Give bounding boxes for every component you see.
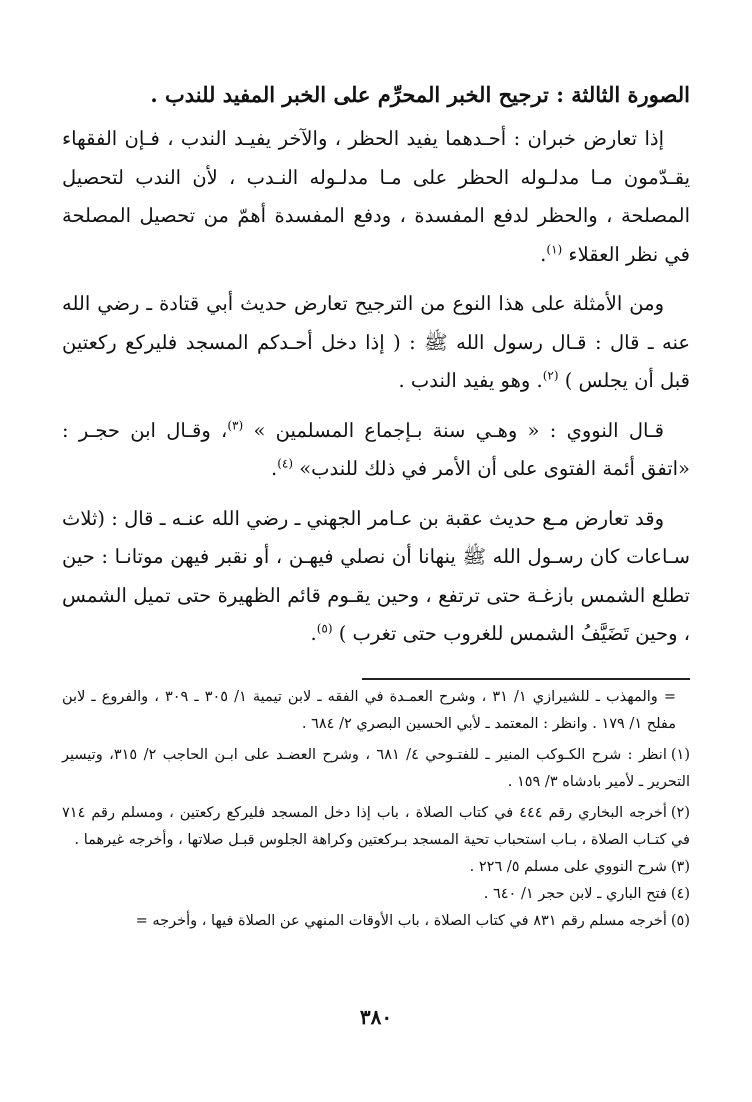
paragraph-tail: ، وقـال ابن حجـر : «اتفق أئمة الفتوى على أن الأمر في ذلك للندب» [62,418,690,480]
paragraph-3 [62,412,690,489]
footnote-text: انظر : شرح الكـوكب المنير ـ للفتـوحي ٤/ ٦٨١ ، وشرح العضـد على ابـن الحاجب ٢/ ٣١٥، وتيسير التحرير ـ لأمير بادشاه ٣/ ١٥٩ . [62,747,690,790]
footnote-number: (٥) [670,913,690,929]
paragraph-tail: . [540,242,547,266]
footnote-number: (٢) [670,805,691,821]
paragraph-text: وقد تعارض مـع حديث عقبة بن عـامر الجهني ـ رضي الله عنـه ـ قال : (ثلاث سـاعات كان رسـول الله ﷺ ينهانا أن نصلي فيهـن ، أو نقبر فيهن موتانـا : حين تطلع الشمس بازغـة حتى ترتفع ، وحين يقـوم قائم الظهيرة حتى تميل الشمس ، وحين تَضَيَّفُ الشمس للغروب حتى تغرب ) [62,506,690,645]
paragraph-tail: . وهو يفيد الندب . [398,369,543,392]
footnote-1 [62,742,690,796]
paragraph-text: ومن الأمثلة على هذا النوع من الترجيح تعارض حديث أبي قتادة ـ رضي الله عنه ـ قال : قـال رسول الله ﷺ : ( إذا دخل أحـدكم المسجد فليركع ركعتين قبل أن يجلس ) [62,292,690,392]
footnote-text: فتح الباري ـ لابن حجر ١/ ٦٤٠ . [483,886,667,902]
paragraph-tail: . [310,622,317,645]
paragraph-2 [62,285,690,401]
footnote-4 [62,881,690,908]
footnote-text: شرح النووي على مسلم ٥/ ٢٢٦ . [469,859,667,875]
footnote-text: أخرجه مسلم رقم ٨٣١ في كتاب الصلاة ، باب الأوقات المنهي عن الصلاة فيها ، وأخرجه = [135,913,667,929]
paragraph-tail: . [270,457,278,480]
footnote-3 [62,854,690,881]
paragraph-4 [62,500,690,654]
paragraph-text: إذا تعارض خبران : أحـدهما يفيد الحظر ، والآخر يفيـد الندب ، فـإن الفقهاء يقـدّمون مـا مدلـوله الحظر على مـا مدلـوله النـدب ، لأن الندب لتحصيل المصلحة ، والحظر لدفع المفسدة ، ودفع المفسدة أهمّ من تحصيل المصلحة في نظر العقلاء [62,127,690,266]
footnotes [62,684,690,935]
footnote-divider [362,678,690,680]
main-text [62,78,690,665]
page-number: ٣٨٠ [359,1005,393,1029]
footnote-2 [62,800,690,854]
footnote-text: = والمهذب ـ للشيرازي ١/ ٣١ ، وشرح العمـدة في الفقه ـ لابن تيمية ١/ ٣٠٥ ـ ٣٠٩ ، والفروع ـ لابن مفلح ١/ ١٧٩ . وانظر : المعتمد ـ لأبي الحسين البصري ٢/ ٦٨٤ . [62,689,676,732]
footnote-ref: (٤) [277,456,294,471]
section-heading: الصورة الثالثة : ترجيح الخبر المحرِّم على الخبر المفيد للندب . [150,82,690,107]
footnote-continued [62,684,690,738]
footnote-number: (١) [670,747,690,763]
paragraph-1 [62,120,690,274]
footnote-ref: (٥) [316,621,333,636]
footnote-ref: (١) [546,242,563,256]
footnote-number: (٤) [670,886,690,902]
footnote-number: (٣) [670,859,690,875]
footnote-text: أخرجه البخاري رقم ٤٤٤ في كتاب الصلاة ، باب إذا دخل المسجد فليركع ركعتين ، ومسلم رقم ٧١٤ في كتـاب الصلاة ، بـاب استحباب تحية المسجد بـركعتين وكراهة الجلوس قبـل صلاتها ، وأخرجه غيرهما . [62,805,690,848]
footnote-ref: (٣) [227,418,244,432]
paragraph-text: قـال النووي : « وهـي سنة بـإجماع المسلمين » [253,418,664,442]
footnote-5 [62,908,690,935]
footnote-ref: (٢) [542,368,559,383]
